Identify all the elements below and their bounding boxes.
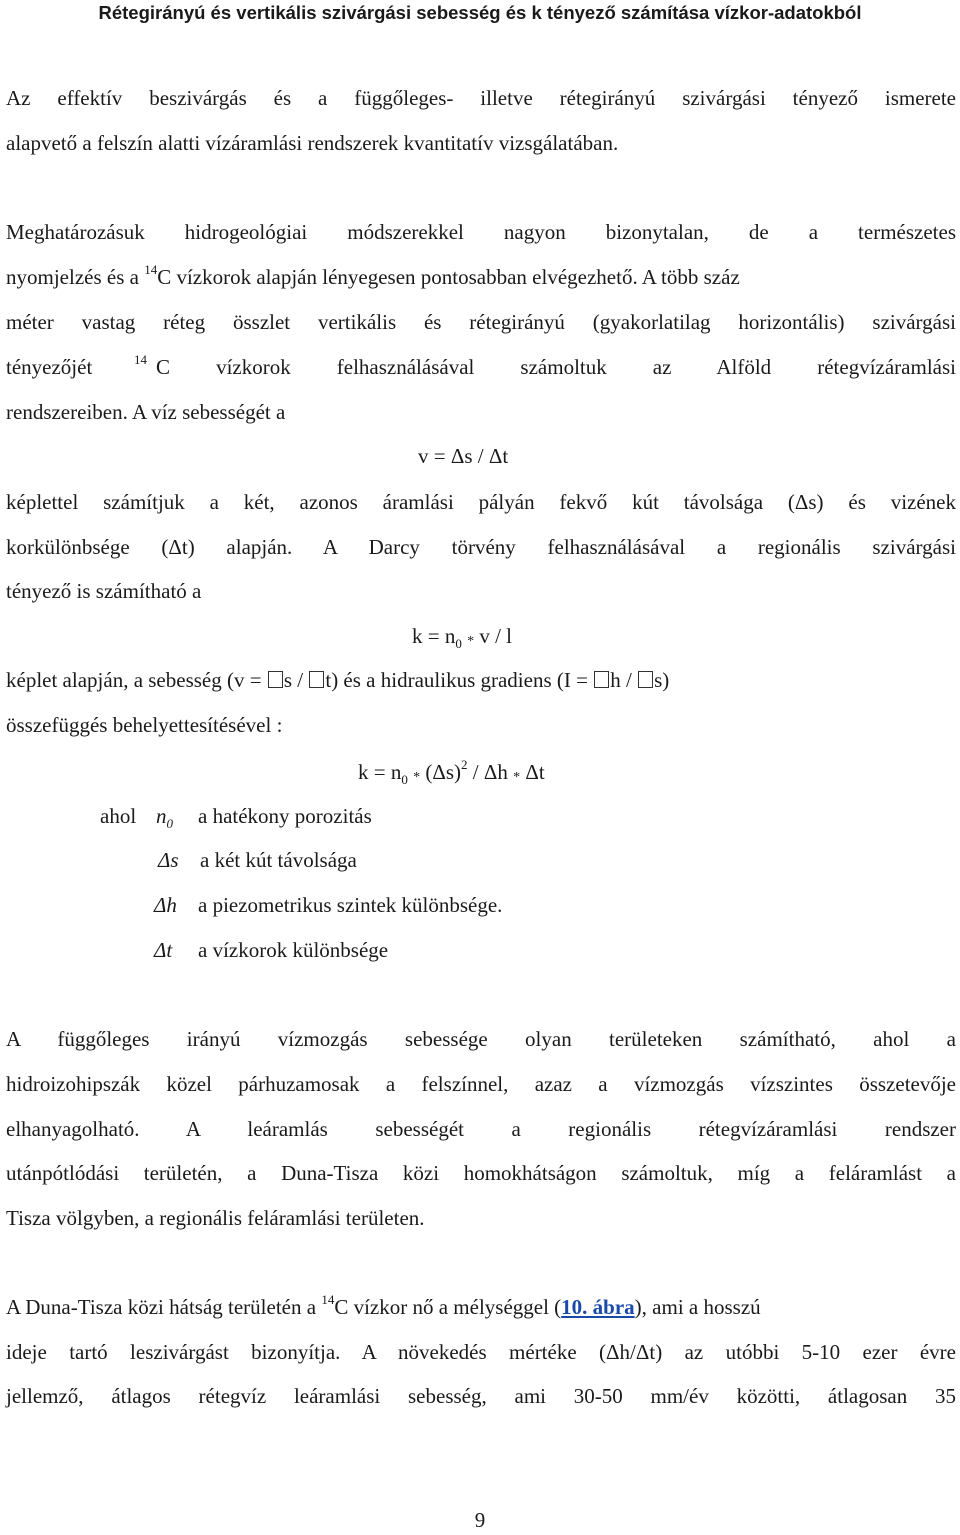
formula-part: Δt [525,760,545,784]
figure-link[interactable]: 10. ábra [561,1295,635,1319]
paragraph-2-line-4 [6,352,956,382]
paragraph-4-line-1 [6,665,956,695]
paragraph-1-line-2: alapvető a felszín alatti vízáramlási rendszerek kvantitatív vizsgálatában. [6,131,619,155]
definition-text: a két kút távolsága [200,848,357,872]
formula-part: k = n [358,760,402,784]
isotope-c-group [134,352,147,385]
paragraph-5-line-4: utánpótlódási területén, a Duna-Tisza közi homokhátságon számoltuk, míg a feláramlást a [6,1161,956,1185]
text-segment: nyomjelzés és a [6,265,145,289]
paragraph-2-line-3: méter vastag réteg összlet vertikális és rétegirányú (gyakorlatilag horizontális) szivárgási [6,310,956,334]
definition-symbol: Δh [154,893,177,917]
superscript: 2 [461,757,468,772]
text-segment: C vízkorok alapján lényegesen pontosabban elvégezhető. A több száz [157,265,740,289]
text-segment: képlet alapján, a sebesség (v = [6,668,262,692]
definition-symbol: Δs [158,848,179,872]
paragraph-6-line-2: ideje tartó leszivárgást bizonyítja. A növekedés mértéke (Δh/Δt) az utóbbi 5-10 ezer évre [6,1340,956,1364]
text-segment: s) [654,668,670,692]
definition-text: a piezometrikus szintek különbsége. [198,893,503,917]
paragraph-5-line-1: A függőleges irányú vízmozgás sebessége olyan területeken számítható, ahol a [6,1027,956,1051]
paragraph-2-line-5: rendszereiben. A víz sebességét a [6,400,286,424]
definition-text: a hatékony porozitás [198,804,372,828]
subscript: 0 [401,772,408,787]
definition-symbol: Δt [154,938,173,962]
paragraph-4-line-2: összefüggés behelyettesítésével : [6,713,283,737]
definition-prefix: ahol [100,804,137,828]
paragraph-5-line-5: Tisza völgyben, a regionális feláramlási területen. [6,1206,425,1230]
text-segment: t) és a hidraulikus gradiens (I = [325,668,588,692]
paragraph-5-line-2: hidroizohipszák közel párhuzamosak a felszínnel, azaz a vízmozgás vízszintes összetevője [6,1072,956,1096]
text-segment: A Duna-Tisza közi hátság területén a [6,1295,322,1319]
text-segment: ), ami a hosszú [634,1295,761,1319]
isotope-superscript: 14 [144,262,158,277]
multiply-sign: * [413,770,421,785]
paragraph-5-line-3: elhanyagolható. A leáramlás sebességét a regionális rétegvízáramlási rendszer [6,1117,956,1141]
paragraph-3-line-1: képlettel számítjuk a két, azonos áramlási pályán fekvő kút távolsága (Δs) és vizének [6,490,956,514]
formula-part: (Δs) [425,760,462,784]
darcy-formula [412,621,512,655]
definition-text: a vízkorok különbsége [198,938,389,962]
formula-part: / Δh [472,760,508,784]
formula-part: k = n [412,624,456,648]
velocity-formula: v = Δs / Δt [418,444,509,468]
paragraph-2-line-1: Meghatározásuk hidrogeológiai módszerekkel nagyon bizonytalan, de a természetes [6,220,956,244]
text-segment: tényezőjét [6,355,93,379]
formula-part: v / l [479,624,513,648]
definition-symbol [156,801,173,834]
symbol-text: n [156,804,167,828]
paragraph-2-line-2 [6,262,956,295]
text-segment: C vízkor nő a mélységgel ( [334,1295,562,1319]
paragraph-3-line-2: korkülönbsége (Δt) alapján. A Darcy törvény felhasználásával a regionális szivárgási [6,535,956,559]
missing-glyph-icon [638,671,653,688]
text-segment: s / [283,668,304,692]
paragraph-6-line-1 [6,1292,956,1325]
page-title: Rétegirányú és vertikális szivárgási sebesség és k tényező számítása vízkor-adatokból [98,2,862,23]
isotope-superscript: 14 [321,1292,335,1307]
paragraph-1-line-1: Az effektív beszivárgás és a függőleges- illetve rétegirányú szivárgási tényező ismerete [6,86,956,110]
paragraph-3-line-3: tényező is számítható a [6,579,202,603]
text-segment: h / [610,668,632,692]
multiply-sign: * [513,770,521,785]
paragraph-6-line-3: jellemző, átlagos rétegvíz leáramlási sebesség, ami 30-50 mm/év közötti, átlagosan 35 [6,1384,956,1408]
subscript: 0 [166,816,173,831]
missing-glyph-icon [594,671,609,688]
missing-glyph-icon [268,671,283,688]
text-segment: C vízkorok felhasználásával számoltuk az Alföld rétegvízáramlási [156,355,956,379]
conductivity-formula [358,757,545,791]
page-number: 9 [474,1508,486,1532]
missing-glyph-icon [309,671,324,688]
isotope-superscript: 14 [134,352,147,367]
multiply-sign: * [467,634,475,649]
subscript: 0 [455,636,462,651]
